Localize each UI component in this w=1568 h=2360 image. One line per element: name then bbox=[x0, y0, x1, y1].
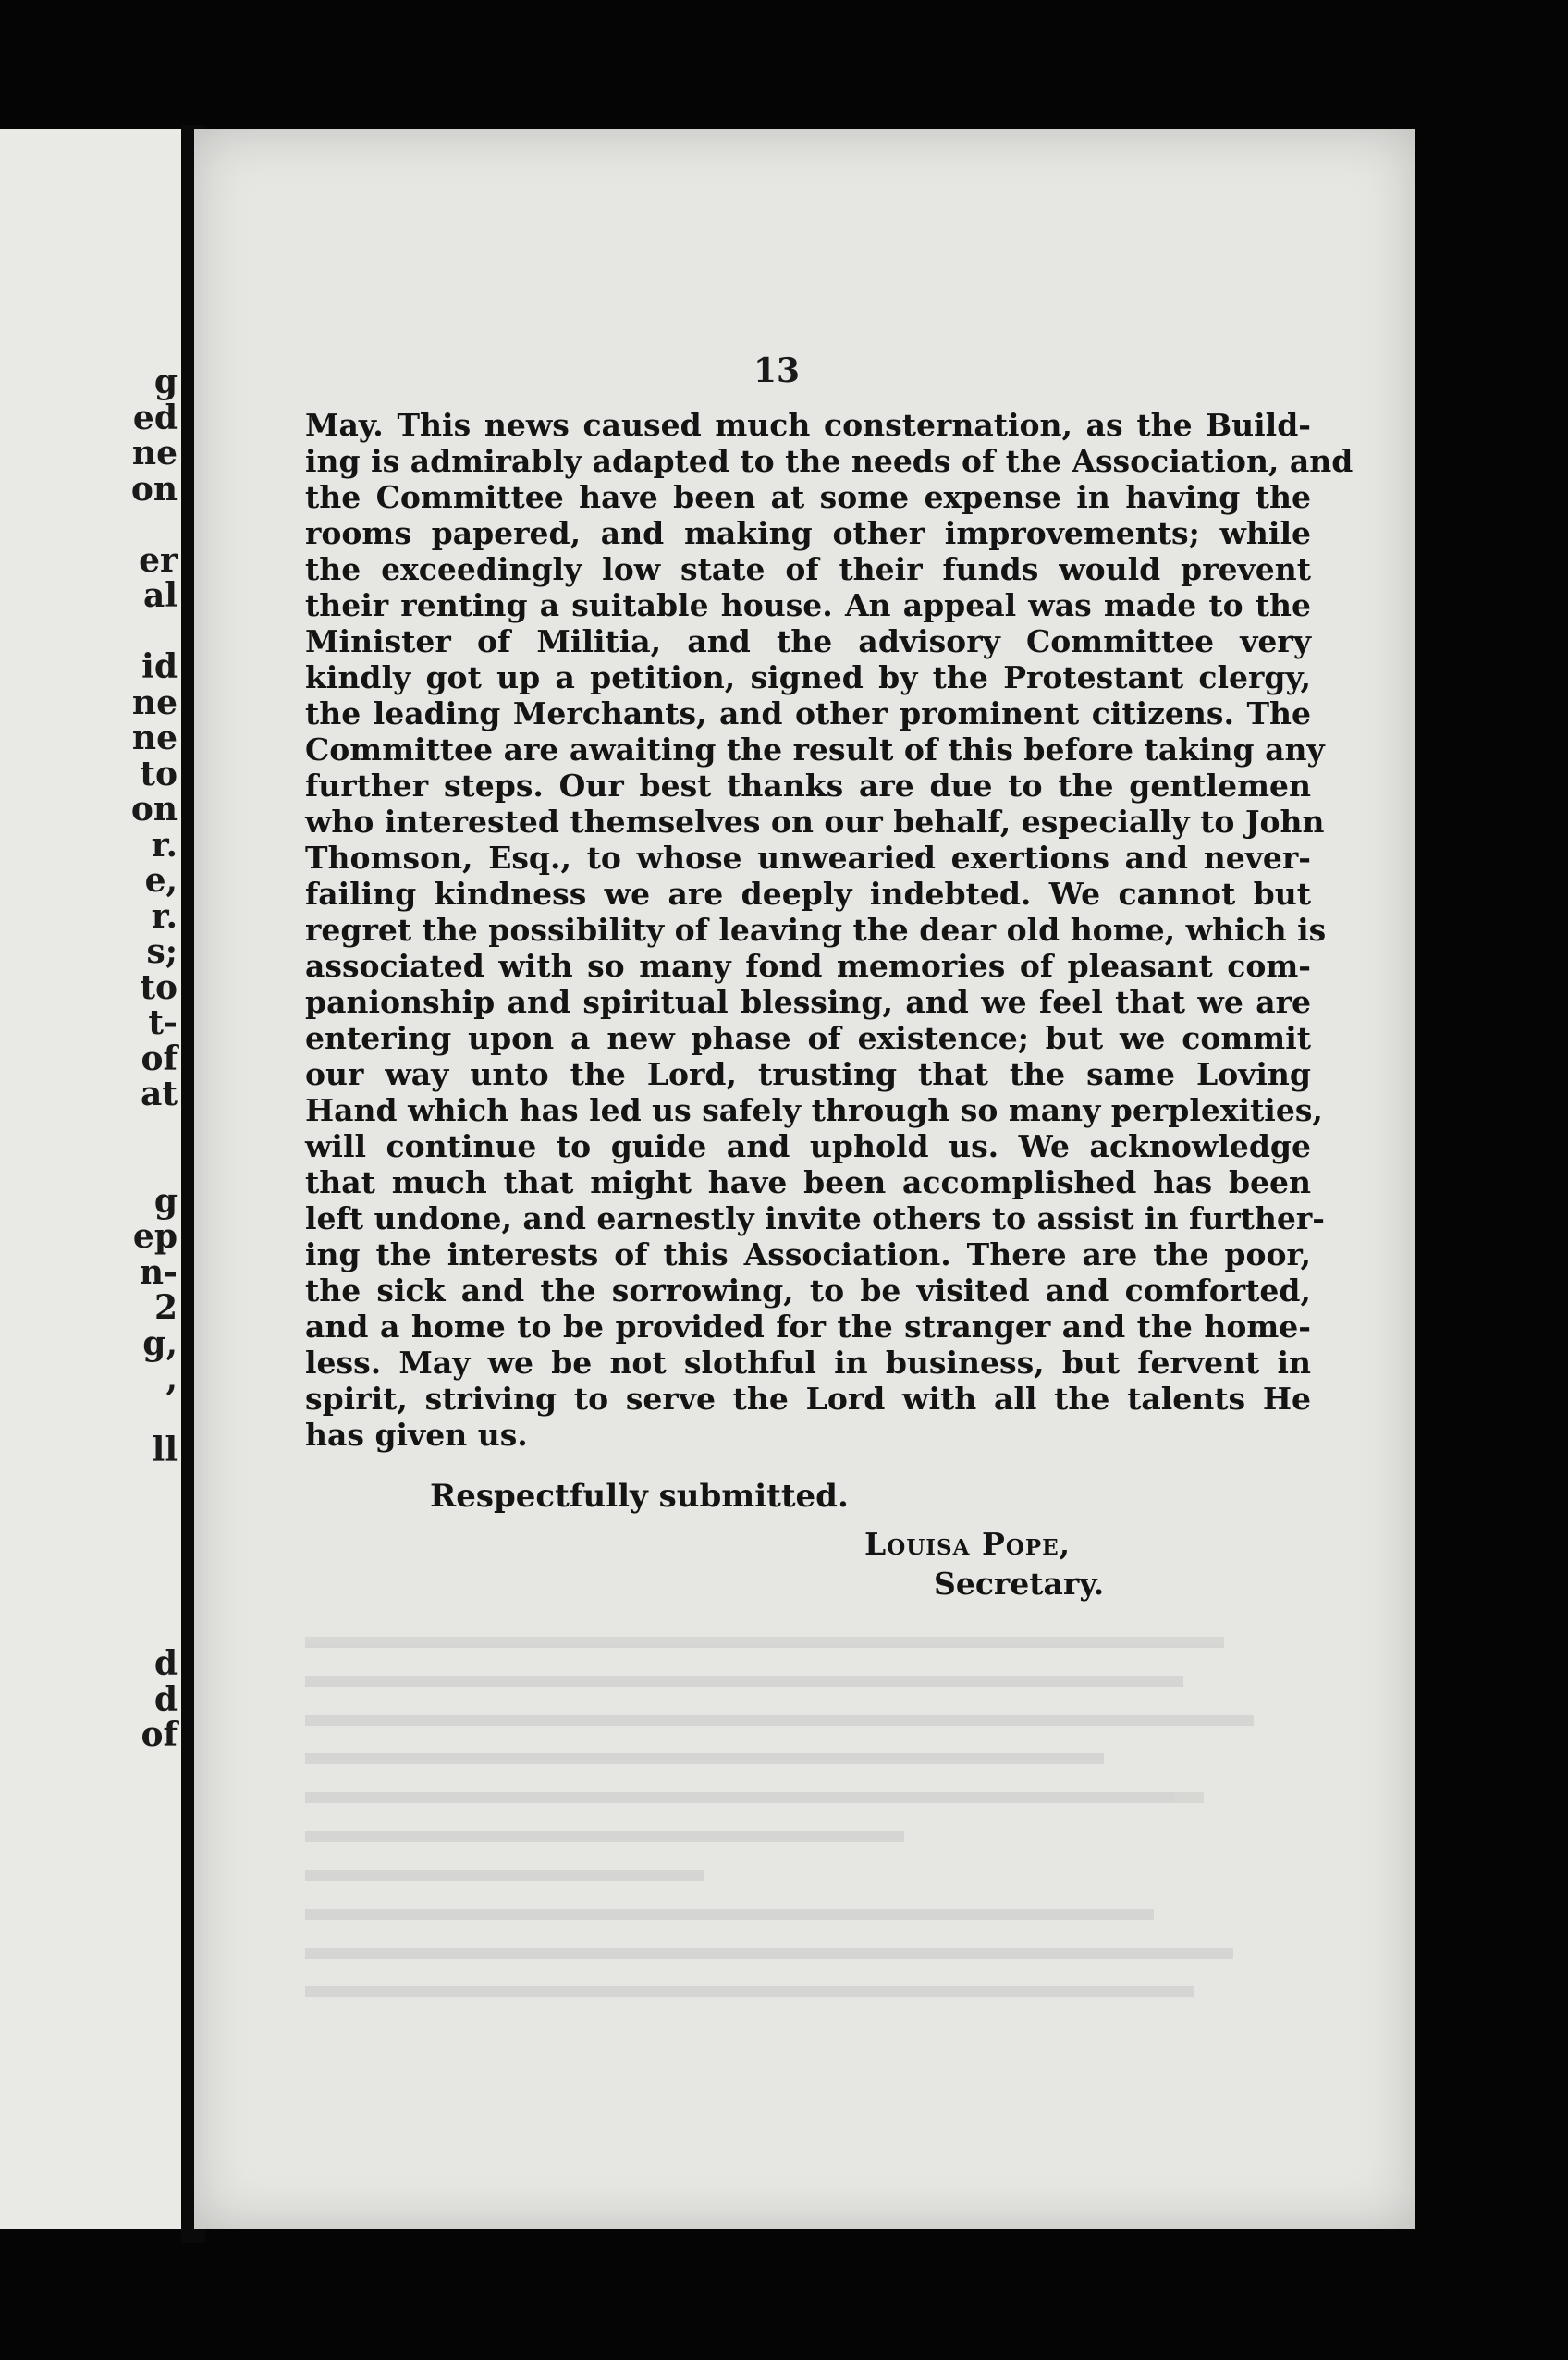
facing-page-fragment: ll bbox=[152, 1431, 178, 1469]
text-line: Thomson, Esq., to whose unwearied exertions and never- bbox=[305, 840, 1311, 876]
text-line: has given us. bbox=[305, 1417, 528, 1453]
signature-name: Louisa Pope, bbox=[864, 1526, 1072, 1562]
facing-page-fragment: ne bbox=[131, 682, 178, 722]
facing-page-edge bbox=[0, 129, 181, 2229]
facing-page-fragment: to bbox=[140, 754, 178, 793]
facing-page-fragment: ep bbox=[132, 1217, 178, 1256]
text-line: ing is admirably adapted to the needs of the Association, and bbox=[305, 443, 1354, 479]
facing-page-fragment: d bbox=[153, 1679, 178, 1719]
facing-page-fragment: e, bbox=[144, 861, 178, 900]
text-line: that much that might have been accomplished has been bbox=[305, 1164, 1311, 1200]
facing-page-fragment: of bbox=[141, 1039, 178, 1078]
text-line: May. This news caused much consternation, as the Build- bbox=[305, 407, 1311, 443]
facing-page-fragment: to bbox=[140, 967, 178, 1007]
text-line: less. May we be not slothful in business, but fervent in bbox=[305, 1345, 1311, 1381]
facing-page-fragment: 2 bbox=[153, 1288, 178, 1327]
text-line: failing kindness we are deeply indebted. We cannot but bbox=[305, 876, 1311, 912]
facing-page-fragment: s; bbox=[146, 932, 178, 971]
text-line: Committee are awaiting the result of this before taking any bbox=[305, 731, 1325, 768]
facing-page-fragment: g bbox=[153, 1181, 178, 1221]
page-number: 13 bbox=[753, 351, 801, 390]
signature-title: Secretary. bbox=[934, 1566, 1105, 1602]
text-line: the Committee have been at some expense in having the bbox=[305, 479, 1311, 515]
facing-page-fragment: , bbox=[165, 1359, 178, 1398]
text-line: regret the possibility of leaving the dear old home, which is bbox=[305, 912, 1327, 948]
text-line: entering upon a new phase of existence; but we commit bbox=[305, 1020, 1311, 1056]
text-line: the exceedingly low state of their funds would prevent bbox=[305, 551, 1311, 587]
text-line: will continue to guide and uphold us. We acknowledge bbox=[305, 1128, 1311, 1164]
text-line: spirit, striving to serve the Lord with all the talents He bbox=[305, 1381, 1311, 1417]
body-paragraph bbox=[305, 407, 1354, 1453]
text-line: our way unto the Lord, trusting that the same Loving bbox=[305, 1056, 1311, 1092]
show-through-text bbox=[305, 1637, 1304, 2118]
text-line: kindly got up a petition, signed by the Protestant clergy, bbox=[305, 659, 1311, 695]
text-line: the sick and the sorrowing, to be visited and comforted, bbox=[305, 1272, 1311, 1309]
document-page bbox=[194, 129, 1415, 2229]
text-line: associated with so many fond memories of pleasant com- bbox=[305, 948, 1311, 984]
facing-page-fragment: at bbox=[141, 1075, 178, 1113]
text-line: Hand which has led us safely through so many perplexities, bbox=[305, 1092, 1323, 1128]
text-line: rooms papered, and making other improvements; while bbox=[305, 515, 1311, 551]
text-line: who interested themselves on our behalf, especially to John bbox=[305, 804, 1325, 840]
facing-page-fragment: er bbox=[139, 540, 178, 580]
facing-page-fragment: g bbox=[153, 363, 178, 401]
facing-page-fragment: ne bbox=[131, 719, 178, 757]
text-line: and a home to be provided for the stranger and the home- bbox=[305, 1309, 1311, 1345]
text-line: left undone, and earnestly invite others to assist in further- bbox=[305, 1200, 1325, 1236]
text-line: ing the interests of this Association. There are the poor, bbox=[305, 1236, 1311, 1272]
facing-page-fragment: g, bbox=[142, 1323, 178, 1363]
text-line: further steps. Our best thanks are due to the gentlemen bbox=[305, 768, 1311, 804]
facing-page-fragment: id bbox=[141, 647, 178, 686]
facing-page-fragment: d bbox=[153, 1644, 178, 1683]
facing-page-fragment: ne bbox=[131, 434, 178, 473]
facing-page-fragment: on bbox=[130, 469, 178, 509]
text-line: panionship and spiritual blessing, and we feel that we are bbox=[305, 984, 1311, 1020]
text-line: Minister of Militia, and the advisory Committee very bbox=[305, 623, 1311, 659]
facing-page-fragment: on bbox=[130, 790, 178, 829]
facing-page-fragment: r. bbox=[151, 825, 178, 865]
facing-page-fragment: n- bbox=[139, 1252, 178, 1292]
facing-page-fragment: ed bbox=[132, 398, 178, 437]
facing-page-fragment: t- bbox=[148, 1003, 178, 1042]
facing-page-fragment: al bbox=[142, 576, 178, 615]
text-line: their renting a suitable house. An appeal was made to the bbox=[305, 587, 1311, 623]
facing-page-fragment: of bbox=[141, 1715, 178, 1754]
text-line: the leading Merchants, and other prominent citizens. The bbox=[305, 695, 1311, 731]
facing-page-fragment: r. bbox=[151, 896, 178, 936]
closing-line: Respectfully submitted. bbox=[430, 1478, 849, 1515]
